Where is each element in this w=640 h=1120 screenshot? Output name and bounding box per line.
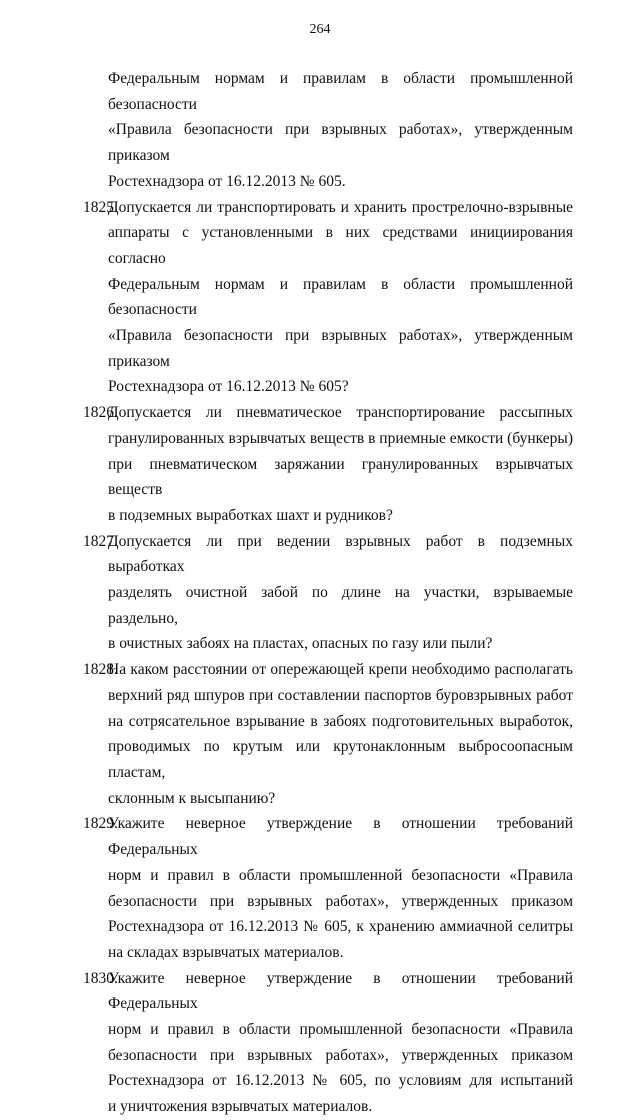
- intro-line: Ростехнадзора от 16.12.2013 № 605.: [108, 172, 346, 190]
- question-line: «Правила безопасности при взрывных работах», утвержденным приказом: [108, 327, 573, 370]
- question-line: Допускается ли при ведении взрывных работ в подземных выработках: [108, 532, 573, 576]
- question-line: безопасности при взрывных работах», утвержденных приказом: [108, 892, 573, 910]
- intro-paragraph: [83, 66, 573, 195]
- document-body: [83, 66, 573, 1120]
- question-line: аппараты с установленными в них средствами инициирования согласно: [108, 224, 573, 267]
- question-line: в очистных забоях на пластах, опасных по газу или пыли?: [108, 635, 493, 653]
- question-1827: [83, 529, 573, 658]
- question-1829: [83, 811, 573, 965]
- question-line: норм и правил в области промышленной безопасности «Правила: [108, 866, 573, 884]
- question-number: 1826.: [83, 404, 118, 422]
- question-line: проводимых по крутым или крутонаклонным выбросоопасным пластам,: [108, 738, 573, 781]
- question-1830: [83, 966, 573, 1120]
- question-line: на сотрясательное взрывание в забоях подготовительных выработок,: [108, 712, 573, 730]
- page-number: 264: [309, 22, 331, 37]
- question-line: гранулированных взрывчатых веществ в приемные емкости (бункеры): [108, 429, 574, 447]
- question-line: Ростехнадзора от 16.12.2013 № 605?: [108, 378, 349, 396]
- intro-line: Федеральным нормам и правилам в области промышленной безопасности: [108, 70, 573, 113]
- question-1825: [83, 195, 573, 401]
- question-line: Укажите неверное утверждение в отношении требований Федеральных: [108, 969, 573, 1013]
- question-number: 1830.: [83, 969, 118, 987]
- question-line: Ростехнадзора от 16.12.2013 № 605, к хранению аммиачной селитры: [108, 918, 573, 936]
- question-number: 1829.: [83, 815, 118, 833]
- question-line: норм и правил в области промышленной безопасности «Правила: [108, 1021, 573, 1039]
- question-line: Допускается ли пневматическое транспортирование рассыпных: [108, 404, 573, 422]
- question-line: На каком расстоянии от опережающей крепи необходимо располагать: [108, 661, 573, 679]
- question-number: 1827.: [83, 532, 118, 550]
- question-line: Укажите неверное утверждение в отношении требований Федеральных: [108, 815, 573, 859]
- question-line: безопасности при взрывных работах», утвержденных приказом: [108, 1046, 573, 1064]
- question-line: разделять очистной забой по длине на участки, взрываемые раздельно,: [108, 584, 573, 627]
- question-line: при пневматическом заряжании гранулированных взрывчатых веществ: [108, 455, 573, 499]
- question-1826: [83, 400, 573, 529]
- question-line: верхний ряд шпуров при составлении паспортов буровзрывных работ: [108, 686, 573, 704]
- question-1828: [83, 657, 573, 811]
- question-line: склонным к высыпанию?: [108, 789, 276, 807]
- question-line: в подземных выработках шахт и рудников?: [108, 506, 393, 524]
- intro-line: «Правила безопасности при взрывных работах», утвержденным приказом: [108, 121, 573, 165]
- question-line: Допускается ли транспортировать и хранить прострелочно-взрывные: [108, 198, 573, 216]
- question-line: Ростехнадзора от 16.12.2013 № 605, по условиям для испытаний: [108, 1072, 573, 1090]
- question-line: на складах взрывчатых материалов.: [108, 943, 344, 961]
- question-number: 1825.: [83, 198, 118, 216]
- question-number: 1828.: [83, 661, 118, 679]
- question-line: Федеральным нормам и правилам в области промышленной безопасности: [108, 275, 573, 319]
- question-line: и уничтожения взрывчатых материалов.: [108, 1098, 373, 1116]
